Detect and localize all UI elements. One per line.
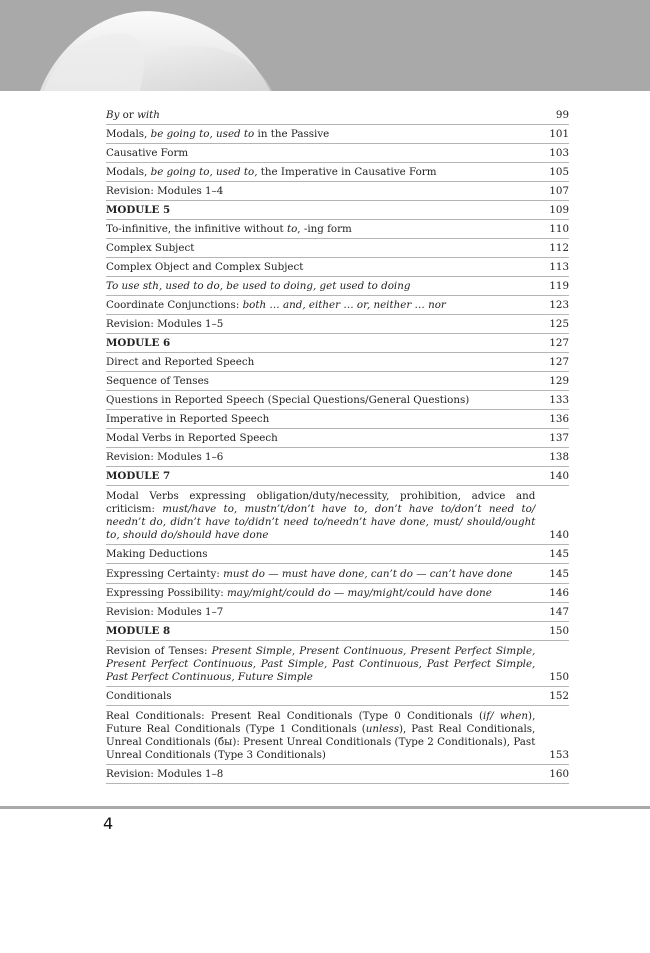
toc-entry (106, 258, 569, 277)
toc-entry-page: 146 (549, 587, 569, 599)
toc-entry-title: Revision of Tenses: Present Simple, Present Continuous, Present Perfect Simple, Present Perfect Continuous, Past Simple, Past Continuous, Past Perfect Simple, Past Perfect Continuous, Future Simple (106, 645, 536, 683)
header-wave-decoration (0, 0, 650, 91)
toc-entry (106, 106, 569, 125)
page-number: 4 (103, 814, 114, 833)
toc-entry (106, 391, 569, 410)
toc-entry-title: Imperative in Reported Speech (106, 413, 270, 425)
toc-entry-page: 150 (549, 671, 569, 683)
toc-entry-title: Sequence of Tenses (106, 375, 209, 387)
toc-entry-page: 145 (549, 568, 569, 580)
header-band (0, 0, 650, 91)
toc-module-heading (106, 467, 569, 486)
toc-entry-title: Modals, be going to, used to, the Imperative in Causative Form (106, 166, 437, 178)
toc-entry (106, 706, 569, 765)
toc-entry-page: 140 (549, 470, 569, 482)
toc-entry-page: 145 (549, 548, 569, 560)
toc-entry-page: 137 (549, 432, 569, 444)
toc-entry (106, 687, 569, 706)
toc-entry (106, 353, 569, 372)
toc-entry-page: 147 (549, 606, 569, 618)
toc-entry-title: Complex Object and Complex Subject (106, 261, 304, 273)
toc-entry (106, 144, 569, 163)
toc-entry-page: 127 (549, 337, 569, 349)
toc-entry-title: MODULE 8 (106, 625, 171, 637)
toc-entry-title: Conditionals (106, 690, 172, 702)
toc-entry (106, 220, 569, 239)
toc-entry-title: Causative Form (106, 147, 189, 159)
toc-entry-page: 153 (549, 749, 569, 761)
toc-entry (106, 163, 569, 182)
toc-entry-page: 150 (549, 625, 569, 637)
toc-entry-title: Modals, be going to, used to in the Passive (106, 128, 330, 140)
toc-entry-title: Direct and Reported Speech (106, 356, 255, 368)
toc-entry-title: Revision: Modules 1–8 (106, 768, 224, 780)
toc-entry-title: Expressing Possibility: may/might/could do — may/might/could have done (106, 587, 492, 599)
toc-entry-page: 160 (549, 768, 569, 780)
toc-entry (106, 486, 569, 545)
toc-entry (106, 545, 569, 564)
toc-entry (106, 584, 569, 603)
toc-entry-title: Coordinate Conjunctions: both … and, either … or, neither … nor (106, 299, 446, 311)
toc-entry-title: MODULE 7 (106, 470, 171, 482)
toc-entry-page: 107 (549, 185, 569, 197)
toc-entry-title: MODULE 6 (106, 337, 171, 349)
table-of-contents (106, 106, 569, 784)
toc-entry-title: Expressing Certainty: must do — must have done, can’t do — can’t have done (106, 568, 513, 580)
toc-module-heading (106, 622, 569, 641)
toc-entry (106, 410, 569, 429)
toc-entry-page: 101 (549, 128, 569, 140)
toc-entry (106, 315, 569, 334)
toc-entry (106, 296, 569, 315)
toc-entry (106, 125, 569, 144)
toc-entry-title: Modal Verbs in Reported Speech (106, 432, 278, 444)
toc-entry (106, 641, 569, 687)
toc-entry (106, 239, 569, 258)
toc-entry-page: 125 (549, 318, 569, 330)
toc-module-heading (106, 334, 569, 353)
toc-entry-page: 127 (549, 356, 569, 368)
toc-entry-page: 123 (549, 299, 569, 311)
toc-entry-title: Real Conditionals: Present Real Conditionals (Type 0 Conditionals (if/ when), Future Real Conditionals (Type 1 Conditionals (unless), Past Real Conditionals, Unreal Conditionals (бы): Present Unreal Conditionals (Type 2 Conditionals), Past Unreal Conditionals (Type 3 Conditionals) (106, 710, 536, 761)
toc-entry-page: 119 (549, 280, 569, 292)
toc-entry-title: Revision: Modules 1–6 (106, 451, 224, 463)
toc-entry-title: By or with (106, 109, 160, 121)
toc-entry-page: 152 (549, 690, 569, 702)
toc-entry (106, 429, 569, 448)
toc-entry-page: 110 (549, 223, 569, 235)
toc-entry-title: To-infinitive, the infinitive without to, -ing form (106, 223, 352, 235)
toc-entry (106, 372, 569, 391)
toc-entry-title: Making Deductions (106, 548, 208, 560)
toc-entry-page: 138 (549, 451, 569, 463)
toc-entry-page: 136 (549, 413, 569, 425)
toc-entry-title: Revision: Modules 1–5 (106, 318, 224, 330)
toc-entry-title: To use sth, used to do, be used to doing, get used to doing (106, 280, 411, 292)
toc-entry (106, 603, 569, 622)
toc-entry-page: 103 (549, 147, 569, 159)
toc-entry-title: Modal Verbs expressing obligation/duty/necessity, prohibition, advice and criticism: must/have to, mustn’t/don’t have to, don’t have to/don’t need to/ needn’t do, didn’t have to/didn’t need to/needn’t have done, must/ should/ought to, should do/should have done (106, 490, 536, 541)
toc-entry-page: 109 (549, 204, 569, 216)
toc-entry-page: 105 (549, 166, 569, 178)
toc-entry-title: Revision: Modules 1–7 (106, 606, 224, 618)
toc-entry (106, 448, 569, 467)
toc-entry-page: 129 (549, 375, 569, 387)
toc-entry-page: 99 (555, 109, 569, 121)
toc-entry-page: 112 (549, 242, 569, 254)
toc-entry (106, 182, 569, 201)
toc-entry-title: Revision: Modules 1–4 (106, 185, 224, 197)
toc-entry (106, 277, 569, 296)
toc-entry (106, 564, 569, 584)
toc-entry-page: 133 (549, 394, 569, 406)
toc-entry-title: Questions in Reported Speech (Special Questions/General Questions) (106, 394, 470, 406)
toc-entry-title: MODULE 5 (106, 204, 171, 216)
toc-module-heading (106, 201, 569, 220)
toc-entry-page: 113 (549, 261, 569, 273)
footer-divider (0, 806, 650, 809)
toc-entry-page: 140 (549, 529, 569, 541)
toc-entry-title: Complex Subject (106, 242, 195, 254)
toc-entry (106, 765, 569, 784)
